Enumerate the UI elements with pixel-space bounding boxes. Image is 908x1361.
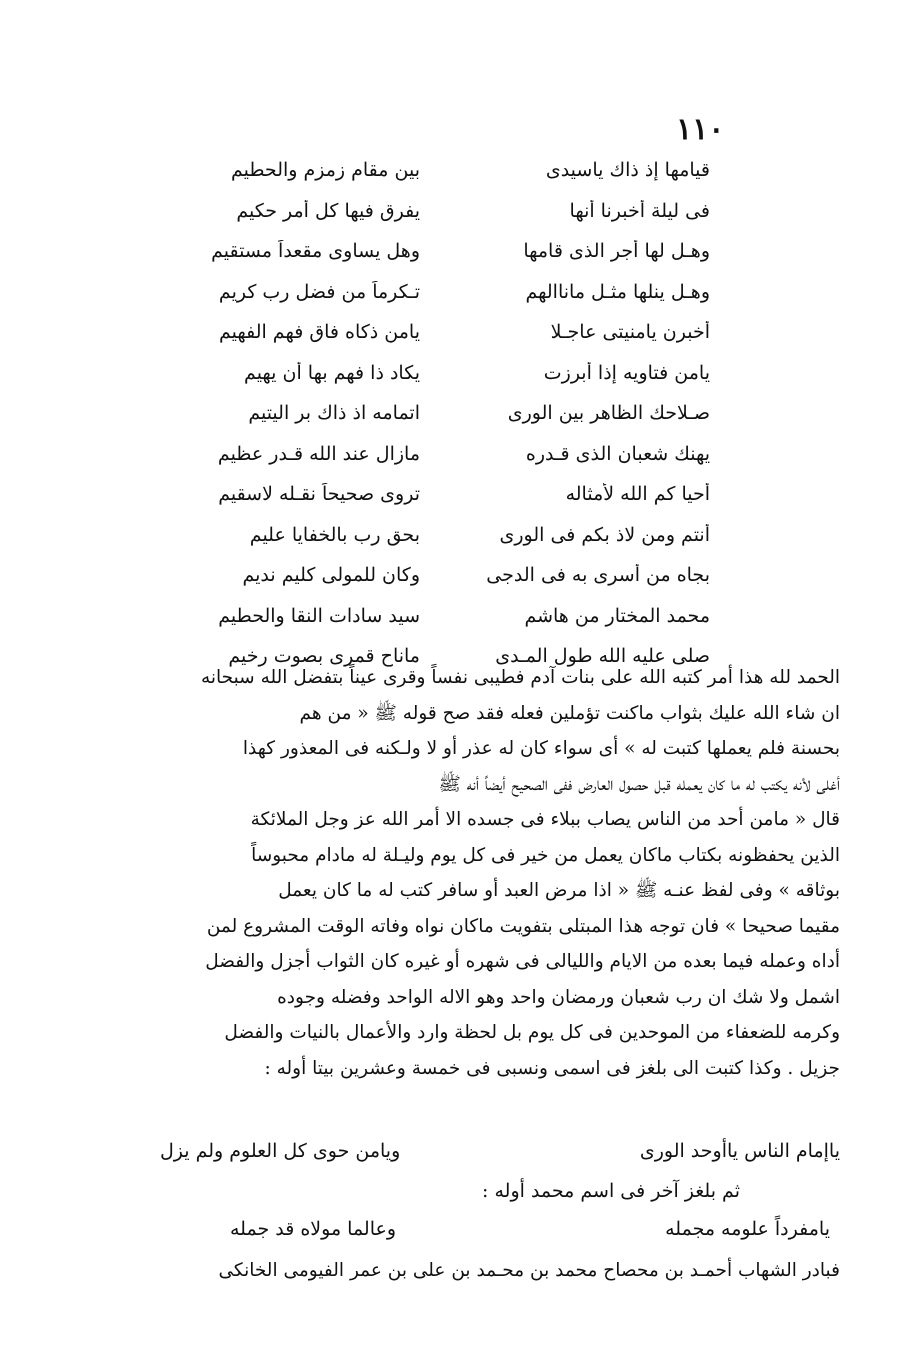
verse-row <box>150 191 710 232</box>
verse-first-hemistich: صلى عليه الله طول المـدى <box>495 645 710 668</box>
verse-row <box>150 231 710 272</box>
verse-first-hemistich: يامن فتاويه إذا أبرزت <box>543 361 710 384</box>
verse-row <box>150 515 710 556</box>
verse-second-hemistich: يفرق فيها كل أمر حكيم <box>236 199 420 222</box>
page-number: ١١٠ <box>676 112 725 147</box>
prose-line: جزيل . وكذا كتبت الى بلغز فى اسمى ونسبى فى خمسة وعشرين بيتا أوله : <box>264 1057 840 1079</box>
verse-second-hemistich: وكان للمولى كليم نديم <box>242 564 420 587</box>
verse-row <box>150 312 710 353</box>
riddle-verse-2-left: وعالما مولاه قد جمله <box>230 1218 397 1240</box>
prose-line: اشمل ولا شك ان رب شعبان ورمضان واحد وهو الاله الواحد وفضله وجوده <box>277 986 840 1008</box>
riddle-2-intro: ثم بلغز آخر فى اسم محمد أوله : <box>482 1180 740 1202</box>
verse-row <box>150 150 710 191</box>
verse-first-hemistich: وهـل ينلها مثـل ماناالهم <box>525 280 710 303</box>
verse-row <box>150 555 710 596</box>
prose-line: بوثاقه » وفى لفظ عنـه ﷺ « اذا مرض العبد أو سافر كتب له ما كان يعمل <box>278 880 840 901</box>
prose-body <box>70 660 840 1086</box>
prose-line: بحسنة فلم يعملها كتبت له » أى سواء كان له عذر أو لا ولـكنه فى المعذور كهذا <box>242 738 840 759</box>
prose-line: الذين يحفظونه بكتاب ماكان يعمل من خير فى كل يوم وليـلة له مادام محبوساً <box>251 844 840 866</box>
prose-line: أغلى لأنه يكتب له ما كان يعمله قبل حصول العارض ففى الصحيح أيضاً أنه ﷺ <box>438 773 840 795</box>
verse-first-hemistich: أنتم ومن لاذ بكم فى الورى <box>499 523 710 546</box>
riddle-verse-1-right: ياإمام الناس ياأوحد الورى <box>639 1140 840 1162</box>
verse-second-hemistich: تـكرماً من فضل رب كريم <box>218 280 420 303</box>
verse-second-hemistich: بين مقام زمزم والحطيم <box>230 159 420 182</box>
verse-second-hemistich: مازال عند الله قـدر عظيم <box>217 442 420 465</box>
verse-first-hemistich: أحيا كم الله لأمثاله <box>565 483 710 506</box>
prose-line: قال « مامن أحد من الناس يصاب ببلاء فى جسده الا أمر الله عز وجل الملائكة <box>250 809 840 830</box>
verse-first-hemistich: محمد المختار من هاشم <box>524 604 710 627</box>
verse-row <box>150 596 710 637</box>
prose-line: أداه وعمله فيما بعده من الايام والليالى فى شهره أو غيره كان الثواب أجزل والفضل <box>205 951 840 972</box>
verse-second-hemistich: تروى صحيحاً نقـله لاسقيم <box>218 483 420 506</box>
verse-second-hemistich: ماناح قمرى بصوت رخيم <box>228 645 420 668</box>
final-line: فبادر الشهاب أحمـد بن محصاح محمد بن محـمد بن على بن عمر الفيومى الخانكى <box>218 1260 840 1281</box>
verse-second-hemistich: يامن ذكاه فاق فهم الفهيم <box>218 321 420 344</box>
verse-first-hemistich: أخبرن يامنيتى عاجـلا <box>550 321 710 344</box>
verse-second-hemistich: بحق رب بالخفايا عليم <box>249 523 420 546</box>
prose-line: الحمد لله هذا أمر كتبه الله على بنات آدم فطيبى نفساً وقرى عيناً بتفضل الله سبحانه <box>200 667 840 688</box>
prose-line: ان شاء الله عليك بثواب ماكنت تؤملين فعله فقد صح قوله ﷺ « من هم <box>299 702 840 724</box>
verse-second-hemistich: اتمامه اذ ذاك بر اليتيم <box>248 402 420 425</box>
prose-line: مقيما صحيحا » فان توجه هذا المبتلى بتفويت ماكان نواه وفاته الوقت المشروع لمن <box>206 915 840 937</box>
verse-second-hemistich: وهل يساوى مقعداً مستقيم <box>211 240 420 263</box>
riddle-verse-1 <box>160 1140 840 1162</box>
verse-first-hemistich: بجاه من أسرى به فى الدجى <box>486 564 710 587</box>
verse-second-hemistich: سيد سادات النقا والحطيم <box>218 604 420 627</box>
verse-row <box>150 353 710 394</box>
riddle-verse-2-right: يامفرداً علومه مجمله <box>665 1218 830 1240</box>
verse-first-hemistich: قيامها إذ ذاك ياسيدى <box>545 159 710 182</box>
verse-row <box>150 474 710 515</box>
verse-row <box>150 272 710 313</box>
verse-first-hemistich: يهنك شعبان الذى قـدره <box>525 442 710 465</box>
verse-first-hemistich: وهـل لها أجر الذى قامها <box>523 240 710 263</box>
verse-second-hemistich: يكاد ذا فهم بها أن يهيم <box>244 361 420 384</box>
verse-first-hemistich: فى ليلة أخبرنا أنها <box>569 199 710 222</box>
prose-line: وكرمه للضعفاء من الموحدين فى كل يوم بل لحظة وارد والأعمال بالنيات والفضل <box>224 1022 840 1043</box>
verse-row <box>150 393 710 434</box>
poem-verses <box>150 150 710 677</box>
riddle-verse-1-left: ويامن حوى كل العلوم ولم يزل <box>160 1140 401 1162</box>
riddle-verse-2 <box>230 1218 830 1240</box>
verse-first-hemistich: صـلاحك الظاهر بين الورى <box>507 402 710 425</box>
verse-row <box>150 434 710 475</box>
